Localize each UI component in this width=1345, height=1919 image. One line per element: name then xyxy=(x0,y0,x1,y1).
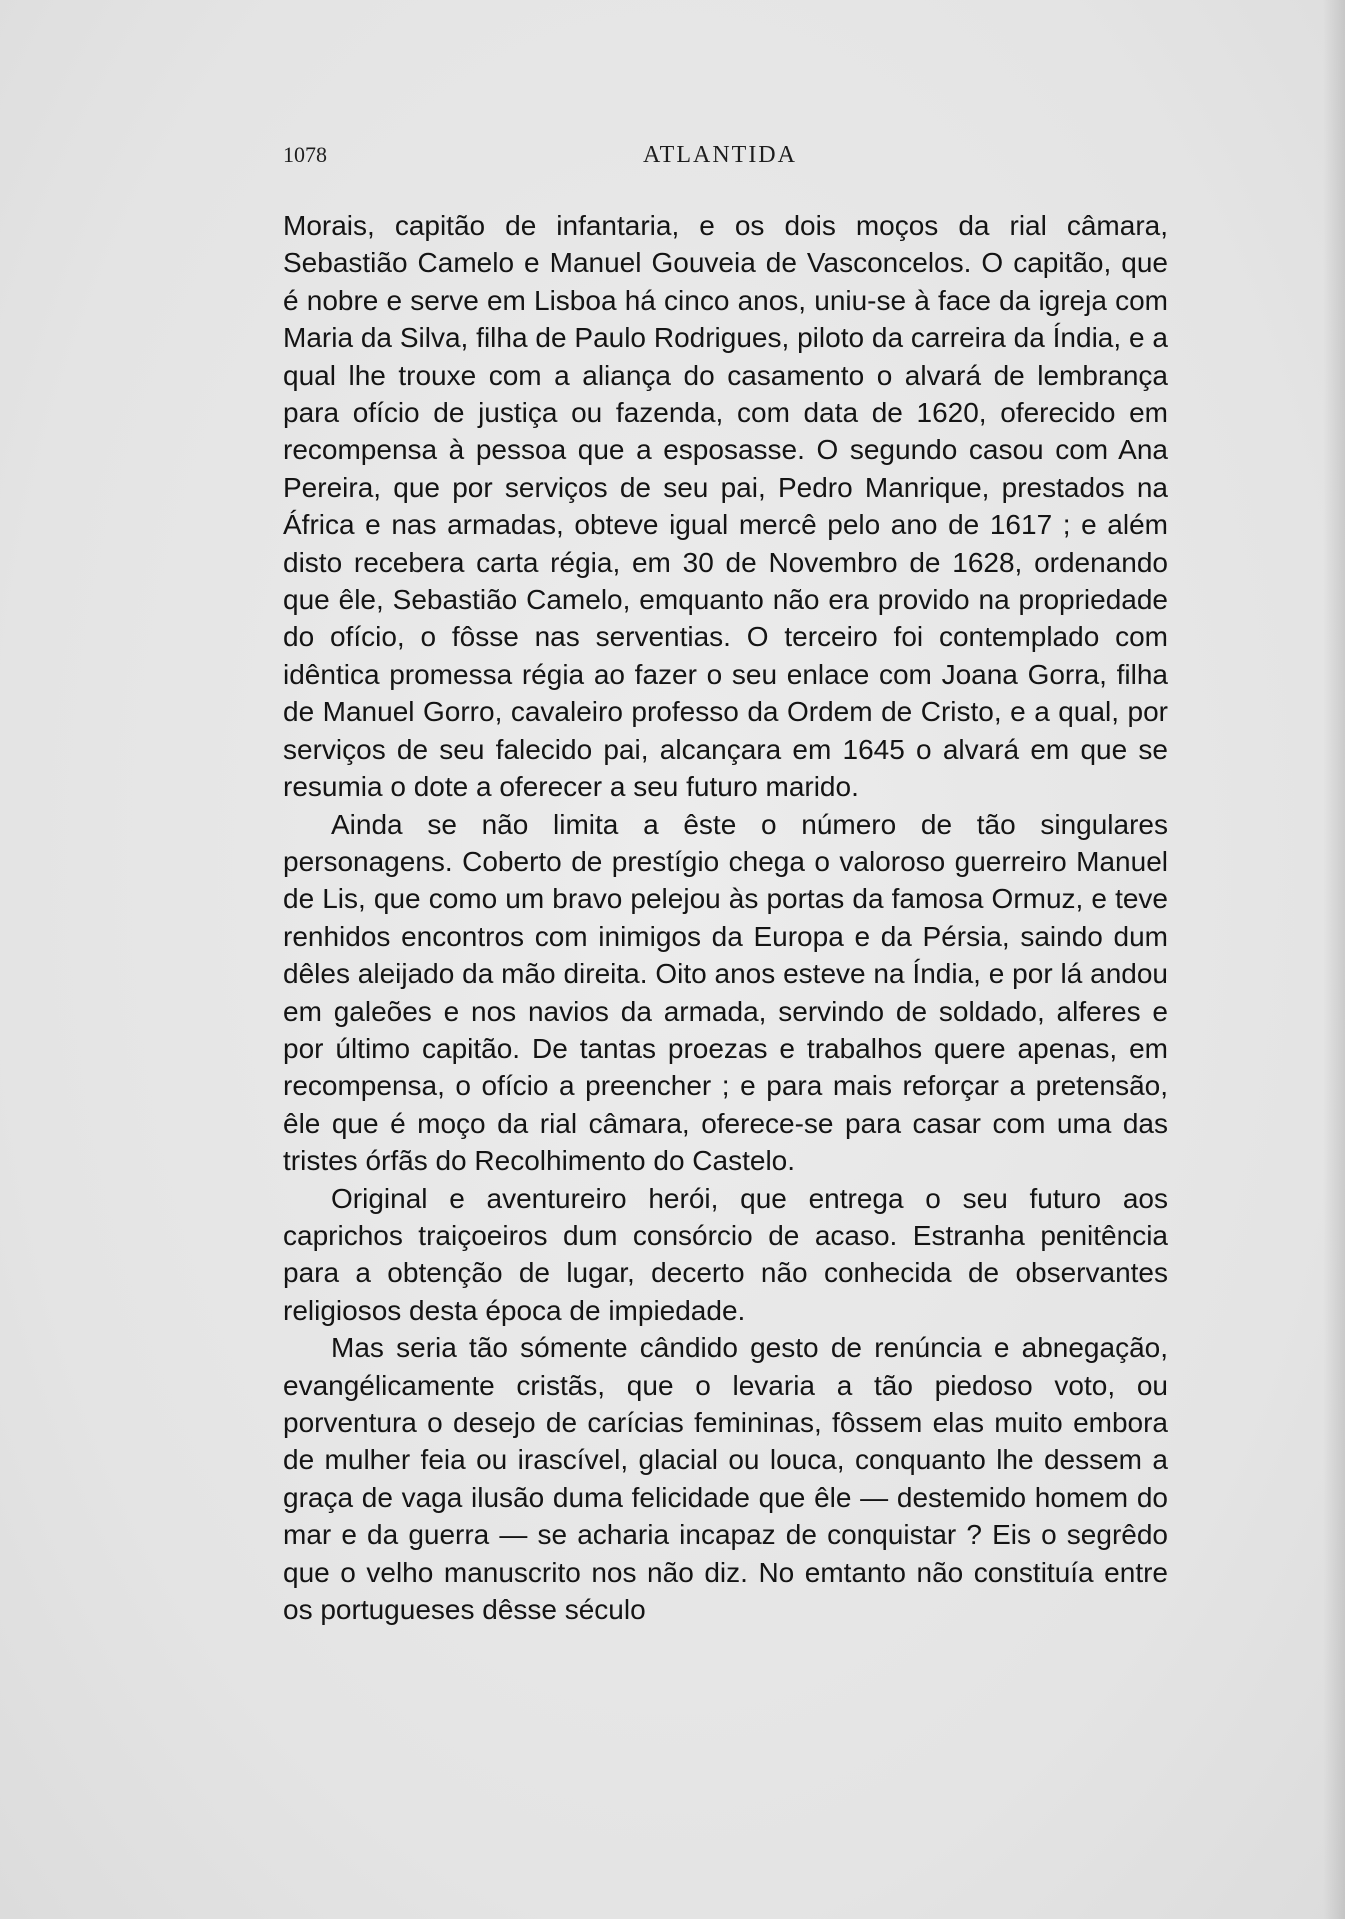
paragraph-4: Mas seria tão sómente cândido gesto de renúncia e abnegação, evangélicamente cristãs, que o levaria a tão piedoso voto, ou porventura o desejo de carícias femininas, fôssem elas muito embora de mulher feia ou irascível, glacial ou louca, conquanto lhe dessem a graça de vaga ilusão duma felicidade que êle — destemido homem do mar e da guerra — se acharia incapaz de conquistar ? Eis o segrêdo que o velho manuscrito nos não diz. No emtanto não constituía entre os portugueses dêsse século xyxy=(283,1332,1168,1626)
page-header xyxy=(283,142,1168,178)
page-edge-shadow xyxy=(1323,0,1345,1919)
page-number: 1078 xyxy=(283,142,327,167)
body-text xyxy=(283,207,1168,1628)
paragraph-1: Morais, capitão de infantaria, e os dois moços da rial câmara, Sebastião Camelo e Manuel Gouveia de Vasconcelos. O capitão, que é nobre e serve em Lisboa há cinco anos, uniu-se à face da igreja com Maria da Silva, filha de Paulo Rodrigues, piloto da carreira da Índia, e a qual lhe trouxe com a aliança do casamento o alvará de lembrança para ofício de justiça ou fazenda, com data de 1620, oferecido em recompensa à pessoa que a esposasse. O segundo casou com Ana Pereira, que por serviços de seu pai, Pedro Manrique, prestados na África e nas armadas, obteve igual mercê pelo ano de 1617 ; e além disto recebera carta régia, em 30 de Novembro de 1628, ordenando que êle, Sebastião Camelo, emquanto não era provido na propriedade do ofício, o fôsse nas serventias. O terceiro foi contemplado com idêntica promessa régia ao fazer o seu enlace com Joana Gorra, filha de Manuel Gorro, cavaleiro professo da Ordem de Cristo, e a qual, por serviços de seu falecido pai, alcançara em 1645 o alvará em que se resumia o dote a oferecer a seu futuro marido. xyxy=(283,210,1168,803)
paragraph-2: Ainda se não limita a êste o número de tão singulares personagens. Coberto de prestígio chega o valoroso guerreiro Manuel de Lis, que como um bravo pelejou às portas da famosa Ormuz, e teve renhidos encontros com inimigos da Europa e da Pérsia, saindo dum dêles aleijado da mão direita. Oito anos esteve na Índia, e por lá andou em galeões e nos navios da armada, servindo de soldado, alferes e por último capitão. De tantas proezas e trabalhos quere apenas, em recompensa, o ofício a preencher ; e para mais reforçar a pretensão, êle que é moço da rial câmara, oferece-se para casar com uma das tristes órfãs do Recolhimento do Castelo. xyxy=(283,808,1168,1177)
paragraph-3: Original e aventureiro herói, que entrega o seu futuro aos caprichos traiçoeiros dum consórcio de acaso. Estranha penitência para a obtenção de lugar, decerto não conhecida de observantes religiosos desta época de impiedade. xyxy=(283,1182,1168,1326)
running-title: ATLANTIDA xyxy=(643,142,797,168)
